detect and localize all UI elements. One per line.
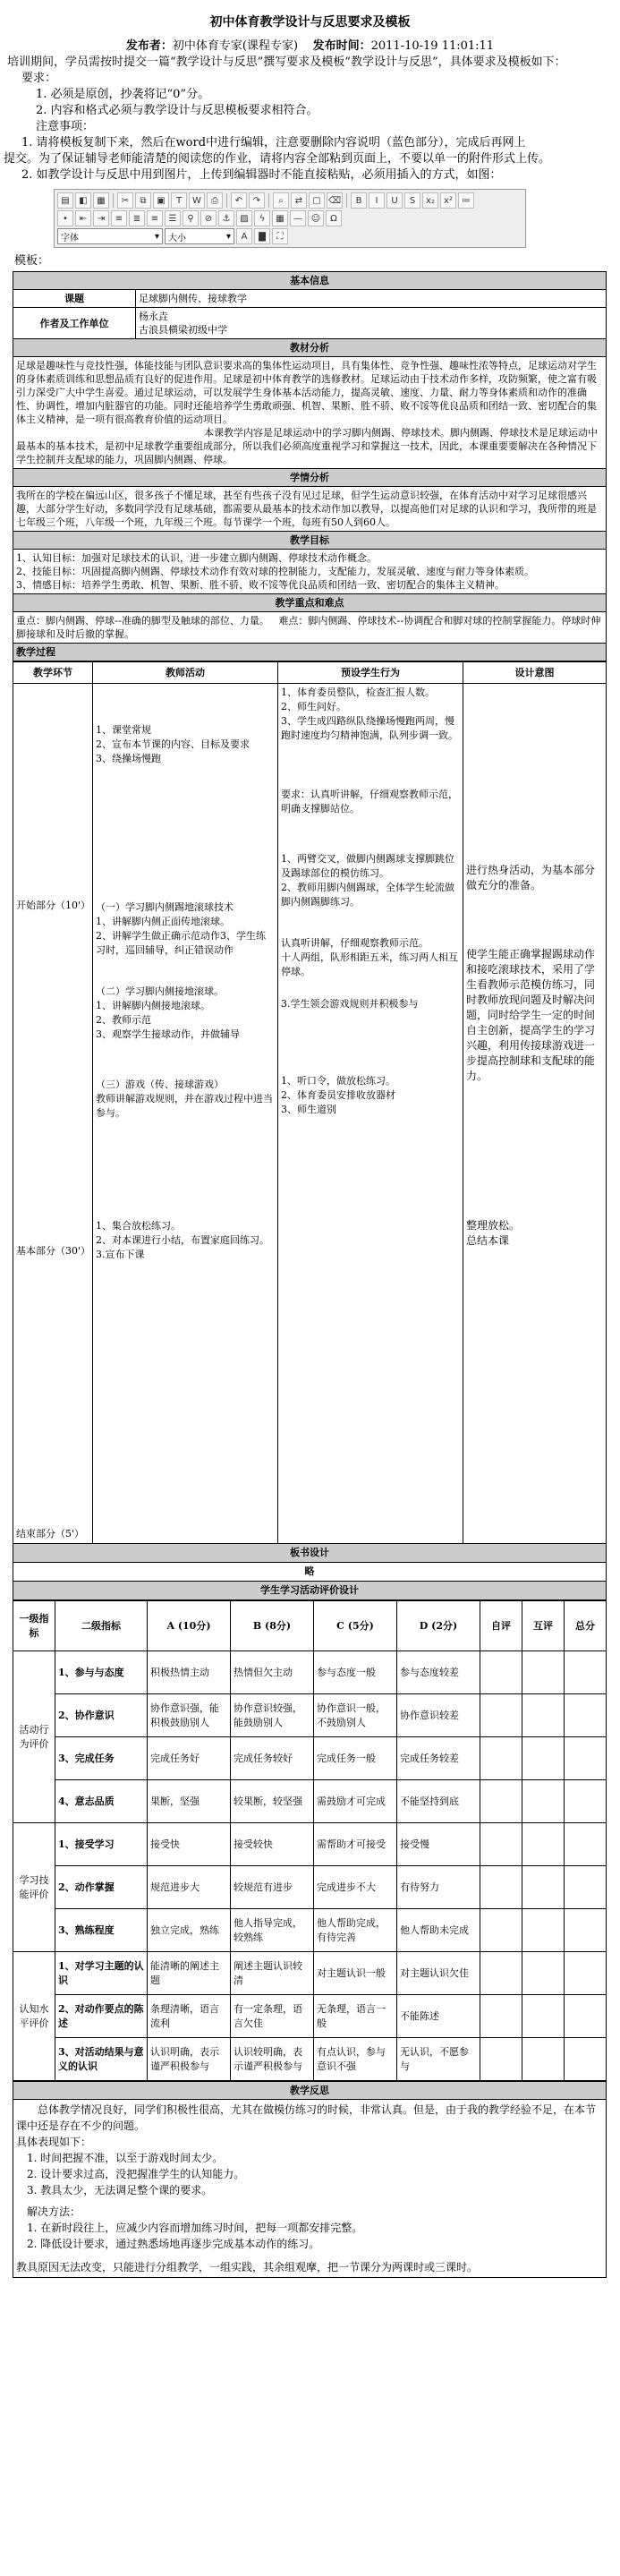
size-select[interactable] [165, 228, 234, 244]
student-heading: 学情分析 [13, 469, 607, 487]
student-start: 1、体育委员整队，检查汇报人数。 2、师生问好。 3、学生成四路纵队绕操场慢跑两周，慢跑时速度均匀精神饱满，队列步调一致。 [281, 687, 458, 741]
eval-self-score[interactable] [480, 1694, 522, 1737]
eval-c-cell: 他人帮助完成，有待完善 [314, 1909, 397, 1952]
publish-time: 2011-10-19 11:01:11 [370, 39, 495, 53]
eval-item-cell: 1、接受学习 [55, 1823, 148, 1866]
eval-b-cell: 热情但欠主动 [231, 1651, 314, 1694]
teacher-basic-1: （一）学习脚内侧踢地滚球技术 1、讲解脚内侧正面传地滚球。 2、讲解学生做正确示范动作3、学生练习时，巡回辅导，纠正错误动作 [96, 901, 266, 956]
eval-total-score[interactable] [565, 1909, 607, 1952]
bg-color-icon[interactable]: ▇ [254, 228, 270, 244]
student-text: 我所在的学校在偏远山区，很多孩子不懂足球，甚至有些孩子没有见过足球，但学生运动意识较强，在体育活动中对学习足球很感兴趣，大部分学生好动，多数同学没有足球基础，都需要从最基本的技术动作加以教导，以提高他们对足球的认识和学习，我所带的班是七年级三个班，八年级一个班，九年级三个班。每节课学一个班，每班有50人到60人。 [13, 487, 607, 532]
eval-b-cell: 认识较明确，表示谨严积极参与 [231, 2038, 314, 2081]
time-label: 发布时间： [312, 39, 371, 53]
eval-total-score[interactable] [565, 1995, 607, 2038]
design-start: 进行热身活动，为基本部分做充分的准备。 [466, 864, 596, 891]
eval-peer-score[interactable] [522, 1694, 565, 1737]
board-text: 略 [13, 1563, 607, 1582]
eval-b-cell: 协作意识较强，能鼓励别人 [231, 1694, 314, 1737]
select-all-icon[interactable]: ▢ [309, 192, 325, 209]
style-select-label: 字体 [61, 233, 79, 243]
evaluation-row [13, 1823, 607, 1866]
eval-c-cell: 无条理，语言一般 [314, 1995, 397, 2038]
material-heading: 教材分析 [13, 339, 607, 357]
unlink-icon[interactable]: ⊘ [200, 210, 217, 226]
eval-c-cell: 有点认识，参与意识不强 [314, 2038, 397, 2081]
find-icon[interactable]: ⌕ [273, 192, 289, 209]
template-label: 模板： [14, 254, 50, 268]
author-unit: 古浪县横梁初级中学 [139, 324, 227, 336]
ordered-list-icon[interactable]: ≔ [458, 192, 474, 209]
design-cell [463, 684, 607, 1544]
evaluation-row [13, 1909, 607, 1952]
goal-1: 1、认知目标：加强对足球技术的认识，进一步建立脚内侧踢、停球技术动作概念。 [16, 552, 377, 564]
eval-c-cell: 协作意识一般，不鼓励别人 [314, 1694, 397, 1737]
anchor-icon[interactable]: ⚓ [218, 210, 234, 226]
eval-c-cell: 完成任务一般 [314, 1737, 397, 1780]
align-right-icon[interactable]: ≡ [147, 210, 163, 226]
eval-self-score[interactable] [480, 2038, 522, 2081]
teacher-basic-3: （三）游戏（传、接球游戏） 教师讲解游戏规则，并在游戏过程中进当参与。 [96, 1079, 273, 1119]
eval-col-d: D (2分) [397, 1601, 480, 1651]
subscript-icon[interactable]: x₂ [422, 192, 438, 209]
eval-b-cell: 有一定条理，语言欠佳 [231, 1995, 314, 2038]
rule-icon[interactable]: — [290, 210, 306, 226]
page-title: 初中体育教学设计与反思要求及模板 [209, 15, 411, 30]
eval-total-score[interactable] [565, 1823, 607, 1866]
topic-value: 足球脚内侧传、接球教学 [136, 290, 607, 308]
stage-end: 结束部分（5'） [16, 1528, 85, 1540]
note-2: 2. 如教学设计与反思中用到图片，上传到编辑器时不能直接粘贴，必须用插入的方式，如图： [21, 168, 502, 182]
preview-icon[interactable]: ◧ [75, 192, 91, 209]
note-1: 1. 请将模板复制下来，然后在word中进行编辑，注意要删除内容说明（蓝色部分），完成后再网上 [21, 136, 526, 149]
key-point: 重点：脚内侧踢、停球--准确的脚型及触球的部位、力量。 [16, 615, 269, 627]
student-basic-1: 要求：认真听讲解，仔细观察教师示范，明确支撑脚站位。 [281, 789, 458, 815]
eval-self-score[interactable] [480, 1651, 522, 1694]
reflection-p2: 具体表现如下： [16, 2136, 92, 2148]
material-text2: 本课教学内容是足球运动中的学习脚内侧踢、停球技术。脚内侧踢、停球技术是足球运动中最基本的基本技术，是初中足球教学重要组成部分，所以我们必须高度重视学习和掌握这一技术，因此，本课重要要解决在各种情况下学生控制并支配球的能力，巩固脚内侧踢、停球。 [16, 427, 598, 465]
chevron-down-icon: ▾ [154, 231, 159, 242]
eval-d-cell: 不能陈述 [397, 1995, 480, 2038]
eval-peer-score[interactable] [522, 1909, 565, 1952]
replace-icon[interactable]: ⇄ [291, 192, 307, 209]
req-1: 1. 必须是原创，抄袭将记“0”分。 [36, 88, 210, 101]
intro-line1: 培训期间，学员需按时提交一篇“教学设计与反思”撰写要求及模板 [7, 55, 345, 69]
redo-icon[interactable]: ↷ [249, 192, 265, 209]
evaluation-heading: 学生学习活动评价设计 [13, 1582, 607, 1600]
reflection-p3: 解决方法： [27, 2205, 81, 2218]
eval-self-score[interactable] [480, 1995, 522, 2038]
eval-a-cell: 认识明确，表示谨严积极参与 [148, 2038, 231, 2081]
goal-3: 3、情感目标：培养学生勇敢、机智、果断、胜不骄、败不馁等优良品质和团结一致、密切配合的集体主义精神。 [16, 579, 505, 591]
eval-total-score[interactable] [565, 1737, 607, 1780]
eval-col-total: 总分 [565, 1601, 607, 1651]
paste-word-icon[interactable]: W [189, 192, 205, 209]
eval-peer-score[interactable] [522, 1823, 565, 1866]
teacher-end: 1、集合放松练习。 2、对本课进行小结，布置家庭回练习。 3.宣布下课 [96, 1220, 269, 1260]
lesson-table [13, 271, 607, 661]
paste-text-icon[interactable]: T [171, 192, 187, 209]
publisher-label: 发布者： [125, 39, 173, 53]
reflection-p1: 总体教学情况良好，同学们积极性很高，尤其在做模仿练习的时候，非常认真。但是，由于我的教学经验不足，在本节课中还是存在不少的问题。 [16, 2103, 597, 2132]
eval-d-cell: 有待努力 [397, 1866, 480, 1909]
eval-a-cell: 能清晰的阐述主题 [148, 1952, 231, 1995]
eval-total-score[interactable] [565, 1952, 607, 1995]
reflection-i1: 1. 时间把握不准，以至于游戏时间太少。 [27, 2152, 224, 2164]
toolbar-separator [268, 193, 269, 208]
eval-b-cell: 完成任务较好 [231, 1737, 314, 1780]
teacher-start: 1、课堂常规 2、宣布本节课的内容、目标及要求 3、绕操场慢跑 [96, 724, 250, 764]
eval-b-cell: 较规范有进步 [231, 1866, 314, 1909]
design-end: 整理放松。 总结本课 [466, 1219, 521, 1247]
eval-peer-score[interactable] [522, 1995, 565, 2038]
evaluation-row [13, 1866, 607, 1909]
paste-icon[interactable]: ▣ [153, 192, 169, 209]
eval-peer-score[interactable] [522, 1866, 565, 1909]
req-title: 要求： [21, 72, 57, 85]
image-icon[interactable]: ▨ [236, 210, 252, 226]
toolbar-row-1 [57, 192, 522, 209]
eval-self-score[interactable] [480, 1737, 522, 1780]
eval-d-cell: 对主题认识欠佳 [397, 1952, 480, 1995]
topic-label: 课题 [13, 290, 136, 308]
reflection-j2: 2. 降低设计要求，通过熟悉场地再逐步完成基本动作的练习。 [27, 2238, 320, 2250]
eval-peer-score[interactable] [522, 2038, 565, 2081]
author-cell [136, 308, 607, 339]
maximize-icon[interactable]: ⛶ [272, 228, 288, 244]
student-end: 1、听口令，做放松练习。 2、体育委员安排收放器材 3、师生道别 [281, 1075, 395, 1115]
eval-group-name: 活动行为评价 [13, 1651, 55, 1823]
eval-a-cell: 完成任务好 [148, 1737, 231, 1780]
eval-d-cell: 接受慢 [397, 1823, 480, 1866]
eval-col-b: B (8分) [231, 1601, 314, 1651]
eval-peer-score[interactable] [522, 1780, 565, 1823]
justify-icon[interactable]: ☰ [165, 210, 181, 226]
eval-c-cell: 参与态度一般 [314, 1651, 397, 1694]
eval-item-cell: 2、协作意识 [55, 1694, 148, 1737]
style-select[interactable] [57, 228, 163, 244]
reflection-i3: 3. 教具太少，无法调足整个课的要求。 [27, 2184, 213, 2196]
evaluation-row [13, 1952, 607, 1995]
eval-total-score[interactable] [565, 2038, 607, 2081]
evaluation-row [13, 1995, 607, 2038]
eval-col-level1: 一级指标 [13, 1601, 55, 1651]
design-basic: 使学生能正确掌握踢球动作和接吃滚球技术，采用了学生看教师示范模仿练习，同时教师放现问题及时解决问题，同时给学生一定的时间自主创新，提高学生的学习兴趣，利用传接球游戏进一步提高控制球和支配球的能力。 [466, 948, 596, 1082]
toolbar-row-2 [57, 209, 522, 227]
align-center-icon[interactable]: ≣ [129, 210, 145, 226]
author-name: 杨永垚 [139, 311, 168, 322]
toolbar-separator [113, 193, 114, 208]
evaluation-row [13, 1651, 607, 1694]
toolbar-separator [346, 193, 347, 208]
eval-b-cell: 较果断，较坚强 [231, 1780, 314, 1823]
eval-c-cell: 需鼓励才可完成 [314, 1780, 397, 1823]
eval-d-cell: 他人帮助未完成 [397, 1909, 480, 1952]
toolbar-row-3 [57, 227, 522, 245]
stage-cell [13, 684, 93, 1544]
eval-self-score[interactable] [480, 1780, 522, 1823]
stage-start: 开始部分（10'） [16, 900, 91, 911]
eval-a-cell: 协作意识强，能积极鼓励别人 [148, 1694, 231, 1737]
size-select-label: 大小 [168, 233, 186, 243]
smiley-icon[interactable]: ☺ [308, 210, 324, 226]
print-icon[interactable]: ⎙ [207, 192, 223, 209]
eval-item-cell: 1、对学习主题的认识 [55, 1952, 148, 1995]
eval-a-cell: 果断，坚强 [148, 1780, 231, 1823]
eval-item-cell: 3、对活动结果与意义的认识 [55, 2038, 148, 2081]
author-label: 作者及工作单位 [13, 308, 136, 339]
hard-point: 难点：脚内侧踢、停球技术--协调配合和脚对球的控制掌握能力。停球时伸脚接球和及时后撤的掌握。 [16, 615, 601, 640]
link-icon[interactable]: ⚲ [183, 210, 199, 226]
remove-format-icon[interactable]: ⌫ [327, 192, 343, 209]
source-icon[interactable]: ▤ [57, 192, 73, 209]
material-cell [13, 357, 607, 469]
eval-b-cell: 阐述主题认识较清 [231, 1952, 314, 1995]
eval-col-a: A (10分) [148, 1601, 231, 1651]
goal-2: 2、技能目标：巩固提高脚内侧踢、停球技术动作有效对球的控制能力，支配能力，发展灵敏、速度与耐力等身体素质。 [16, 566, 534, 577]
evaluation-row [13, 2038, 607, 2081]
stage-basic: 基本部分（30'） [16, 1245, 91, 1257]
eval-a-cell: 积极热情主动 [148, 1651, 231, 1694]
publisher: 初中体育专家(课程专家) [172, 39, 299, 53]
eval-d-cell: 协作意识较差 [397, 1694, 480, 1737]
cut-icon[interactable]: ✂ [117, 192, 133, 209]
evaluation-row [13, 1737, 607, 1780]
goals-cell [13, 550, 607, 594]
copy-icon[interactable]: ⧉ [135, 192, 151, 209]
keypoints-heading: 教学重点和难点 [13, 594, 607, 612]
eval-a-cell: 独立完成，熟练 [148, 1909, 231, 1952]
align-left-icon[interactable]: ≡ [111, 210, 127, 226]
flash-icon[interactable]: ϟ [254, 210, 270, 226]
eval-d-cell: 不能坚持到底 [397, 1780, 480, 1823]
undo-icon[interactable]: ↶ [231, 192, 247, 209]
col-design: 设计意图 [463, 662, 607, 684]
eval-col-self: 自评 [480, 1601, 522, 1651]
reflection-p4: 教具原因无法改变，只能进行分组教学，一组实践，其余组观摩，把一节课分为两课时或三课时。 [16, 2261, 479, 2273]
reflection-heading: 教学反思 [13, 2082, 607, 2100]
eval-self-score[interactable] [480, 1823, 522, 1866]
eval-self-score[interactable] [480, 1866, 522, 1909]
eval-a-cell: 条理清晰，语言流利 [148, 1995, 231, 2038]
evaluation-table [13, 1600, 607, 2081]
eval-c-cell: 需帮助才可接受 [314, 1823, 397, 1866]
eval-item-cell: 2、动作掌握 [55, 1866, 148, 1909]
eval-item-cell: 4、意志品质 [55, 1780, 148, 1823]
student-cell [278, 684, 463, 1544]
eval-a-cell: 规范进步大 [148, 1866, 231, 1909]
col-student: 预设学生行为 [278, 662, 463, 684]
eval-c-cell: 对主题认识一般 [314, 1952, 397, 1995]
process-table [13, 661, 607, 1600]
material-text: 足球是趣味性与竞技性强，体能技能与团队意识要求高的集体性运动项目，具有集体性、竞争性强、趣味性浓等特点，足球运动对学生的身体素质训练和思想品质有良好的促进作用。足球是初中体育教学的选修教材。足球运动由于技术动作多样，攻防频繁，使之富有吸引力深受广大中学生喜爱。通过足球运动，可以发展学生身体基本活动能力，提高灵敏、速度、力量、耐力等身体素质和动作的准确性、协调性，增加内脏器官的功能。同时还能培养学生勇敢顽强、机智、果断、胜不骄、败不馁等优良品质和团结一致、密切配合的集体主义精神，是一项有很高教育价值的运动项目。 [16, 360, 597, 425]
teacher-cell [93, 684, 278, 1544]
eval-total-score[interactable] [565, 1780, 607, 1823]
eval-d-cell: 完成任务较差 [397, 1737, 480, 1780]
eval-group-name: 认知水平评价 [13, 1952, 55, 2081]
special-char-icon[interactable]: Ω [326, 210, 342, 226]
eval-item-cell: 2、对动作要点的陈述 [55, 1995, 148, 2038]
eval-self-score[interactable] [480, 1909, 522, 1952]
publish-info [0, 36, 620, 53]
bold-icon[interactable]: B [351, 192, 367, 209]
eval-item-cell: 1、参与与态度 [55, 1651, 148, 1694]
eval-col-peer: 互评 [522, 1601, 565, 1651]
eval-total-score[interactable] [565, 1694, 607, 1737]
eval-total-score[interactable] [565, 1651, 607, 1694]
note-title: 注意事项： [36, 120, 95, 133]
intro-line2: “教学设计与反思”，具体要求及模板如下： [344, 55, 566, 69]
process-heading: 教学过程 [13, 644, 607, 661]
eval-total-score[interactable] [565, 1866, 607, 1909]
teacher-basic-2: （二）学习脚内侧接地滚球。 1、讲解脚内侧接地滚球。 2、教师示范 3、观察学生接球动作，并做辅导 [96, 985, 240, 1040]
editor-toolbar [54, 189, 526, 248]
superscript-icon[interactable]: x² [440, 192, 456, 209]
col-stage: 教学环节 [13, 662, 93, 684]
chevron-down-icon: ▾ [225, 231, 231, 242]
keypoints-cell [13, 612, 607, 644]
eval-col-level2: 二级指标 [55, 1601, 148, 1651]
student-basic-2: 1、两臂交叉，做脚内侧踢球支撑脚跳位及踢球部位的模仿练习。 2、教师用脚内侧踢球，全体学生轮流做脚内侧踢脚练习。 [281, 853, 454, 908]
eval-d-cell: 参与态度较差 [397, 1651, 480, 1694]
italic-icon[interactable]: I [369, 192, 385, 209]
student-basic-4: 3.学生领会游戏规则并积极参与 [281, 998, 419, 1010]
reflection-i2: 2. 设计要求过高，没把握准学生的认知能力。 [27, 2168, 245, 2180]
goals-heading: 教学目标 [13, 532, 607, 550]
note-1b: 提交。为了保证辅导老师能清楚的阅读您的作业，请将内容全部粘到页面上，不要以单一的附件形式上传。 [4, 152, 551, 166]
intro-line [0, 55, 620, 71]
eval-peer-score[interactable] [522, 1952, 565, 1995]
basic-heading: 基本信息 [13, 272, 607, 290]
indent-icon[interactable]: ⇥ [93, 210, 109, 226]
strike-icon[interactable]: S [404, 192, 420, 209]
eval-peer-score[interactable] [522, 1737, 565, 1780]
template-icon[interactable]: ▦ [93, 192, 109, 209]
eval-self-score[interactable] [480, 1952, 522, 1995]
eval-col-c: C (5分) [314, 1601, 397, 1651]
eval-a-cell: 接受快 [148, 1823, 231, 1866]
unordered-list-icon[interactable]: • [57, 210, 73, 226]
eval-item-cell: 3、熟练程度 [55, 1909, 148, 1952]
reflection-cell [13, 2100, 607, 2278]
eval-item-cell: 3、完成任务 [55, 1737, 148, 1780]
evaluation-row [13, 1694, 607, 1737]
outdent-icon[interactable]: ⇤ [75, 210, 91, 226]
col-teacher: 教师活动 [93, 662, 278, 684]
toolbar-separator [226, 193, 227, 208]
eval-b-cell: 他人指导完成，较熟练 [231, 1909, 314, 1952]
evaluation-row [13, 1780, 607, 1823]
board-heading: 板书设计 [13, 1544, 607, 1563]
table-icon[interactable]: ▦ [272, 210, 288, 226]
eval-c-cell: 完成进步不大 [314, 1866, 397, 1909]
reflection-j1: 1. 在新时段往上，应减少内容而增加练习时间，把每一项都安排完整。 [27, 2222, 363, 2234]
underline-icon[interactable]: U [386, 192, 403, 209]
req-2: 2. 内容和格式必须与教学设计与反思模板要求相符合。 [36, 104, 318, 117]
student-basic-3: 认真听讲解，仔细观察教师示范。 十人两组，队形相距五米，练习两人相互停球。 [281, 937, 458, 977]
reflection-table [13, 2081, 607, 2278]
eval-b-cell: 接受较快 [231, 1823, 314, 1866]
eval-peer-score[interactable] [522, 1651, 565, 1694]
eval-d-cell: 无认识，不愿参与 [397, 2038, 480, 2081]
text-color-icon[interactable]: A [236, 228, 252, 244]
eval-group-name: 学习技能评价 [13, 1823, 55, 1952]
